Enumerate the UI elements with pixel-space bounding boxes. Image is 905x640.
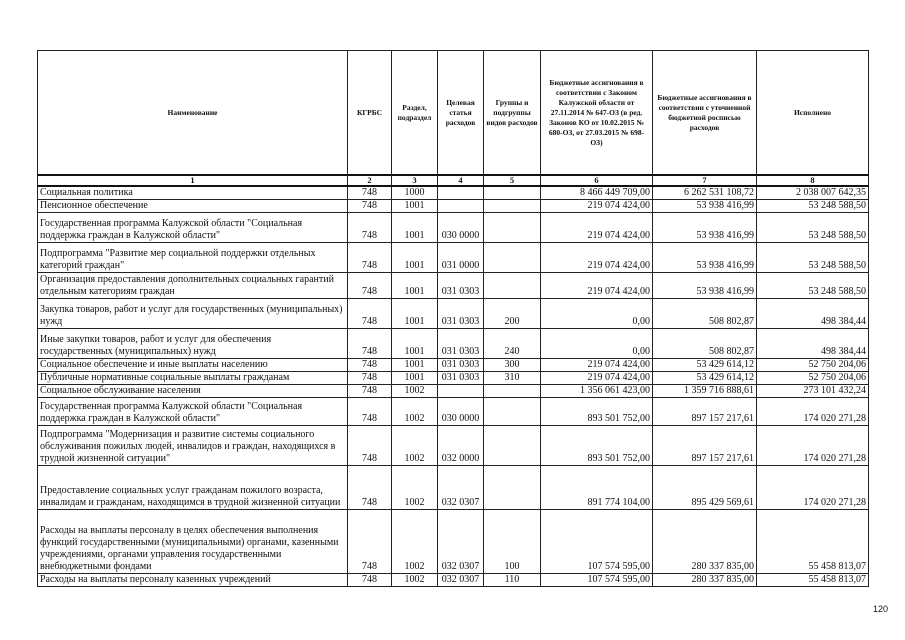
- table-row: [38, 329, 869, 359]
- cell-kgrbs: 748: [348, 359, 392, 372]
- cell-law-amount: 219 074 424,00: [541, 213, 653, 243]
- cell-name: Пенсионное обеспечение: [38, 200, 348, 213]
- cell-section: 1002: [392, 466, 438, 510]
- cell-section: 1002: [392, 398, 438, 426]
- cell-name: Расходы на выплаты персоналу казенных учреждений: [38, 574, 348, 587]
- cell-section: 1001: [392, 372, 438, 385]
- table-row: [38, 186, 869, 200]
- cell-target: 032 0307: [438, 466, 484, 510]
- cell-executed-amount: 53 248 588,50: [757, 243, 869, 273]
- cell-target: [438, 200, 484, 213]
- cell-kgrbs: 748: [348, 426, 392, 466]
- cell-refined-amount: 53 938 416,99: [653, 243, 757, 273]
- cell-executed-amount: 55 458 813,07: [757, 510, 869, 574]
- cell-executed-amount: 174 020 271,28: [757, 398, 869, 426]
- cell-section: 1002: [392, 574, 438, 587]
- column-number: 2: [348, 175, 392, 186]
- cell-law-amount: 893 501 752,00: [541, 426, 653, 466]
- cell-law-amount: 893 501 752,00: [541, 398, 653, 426]
- column-number-row: [38, 175, 869, 186]
- cell-section: 1002: [392, 385, 438, 398]
- cell-section: 1002: [392, 510, 438, 574]
- cell-target: 031 0303: [438, 372, 484, 385]
- col-header-law: Бюджетные ассигнования в соответствии с Законом Калужской области от 27.11.2014 № 647-ОЗ (в ред. Законов КО от 10.02.2015 № 680-ОЗ, от 27.03.2015 № 698-ОЗ): [541, 51, 653, 176]
- table-row: [38, 243, 869, 273]
- cell-refined-amount: 1 359 716 888,61: [653, 385, 757, 398]
- cell-section: 1001: [392, 273, 438, 299]
- table-row: [38, 200, 869, 213]
- column-number: 7: [653, 175, 757, 186]
- cell-name: Публичные нормативные социальные выплаты гражданам: [38, 372, 348, 385]
- cell-law-amount: 0,00: [541, 299, 653, 329]
- cell-kgrbs: 748: [348, 186, 392, 200]
- cell-kgrbs: 748: [348, 510, 392, 574]
- cell-law-amount: 1 356 061 423,00: [541, 385, 653, 398]
- cell-section: 1001: [392, 359, 438, 372]
- cell-group: 300: [484, 359, 541, 372]
- cell-target: 031 0303: [438, 299, 484, 329]
- cell-section: 1000: [392, 186, 438, 200]
- cell-executed-amount: 55 458 813,07: [757, 574, 869, 587]
- table-row: [38, 426, 869, 466]
- budget-table: [37, 50, 869, 587]
- cell-group: 310: [484, 372, 541, 385]
- cell-group: [484, 186, 541, 200]
- cell-section: 1002: [392, 426, 438, 466]
- cell-refined-amount: 53 429 614,12: [653, 372, 757, 385]
- cell-executed-amount: 52 750 204,06: [757, 372, 869, 385]
- cell-refined-amount: 508 802,87: [653, 329, 757, 359]
- cell-law-amount: 219 074 424,00: [541, 359, 653, 372]
- cell-target: 031 0303: [438, 273, 484, 299]
- cell-law-amount: 8 466 449 709,00: [541, 186, 653, 200]
- cell-group: [484, 466, 541, 510]
- cell-law-amount: 219 074 424,00: [541, 273, 653, 299]
- col-header-executed: Исполнено: [757, 51, 869, 176]
- cell-kgrbs: 748: [348, 372, 392, 385]
- cell-law-amount: 0,00: [541, 329, 653, 359]
- cell-group: [484, 243, 541, 273]
- cell-executed-amount: 53 248 588,50: [757, 213, 869, 243]
- cell-law-amount: 107 574 595,00: [541, 574, 653, 587]
- cell-target: 032 0000: [438, 426, 484, 466]
- cell-group: [484, 213, 541, 243]
- cell-executed-amount: 53 248 588,50: [757, 200, 869, 213]
- cell-kgrbs: 748: [348, 243, 392, 273]
- cell-kgrbs: 748: [348, 200, 392, 213]
- cell-name: Закупка товаров, работ и услуг для государственных (муниципальных) нужд: [38, 299, 348, 329]
- cell-target: 032 0307: [438, 510, 484, 574]
- cell-name: Расходы на выплаты персоналу в целях обеспечения выполнения функций государственными (муниципальными) органами, казенными учреждениями, органами управления государственными внебюджетными фондами: [38, 510, 348, 574]
- cell-name: Социальное обеспечение и иные выплаты населению: [38, 359, 348, 372]
- cell-executed-amount: 498 384,44: [757, 329, 869, 359]
- header-row: [38, 51, 869, 176]
- cell-law-amount: 891 774 104,00: [541, 466, 653, 510]
- cell-name: Государственная программа Калужской области "Социальная поддержка граждан в Калужской области": [38, 213, 348, 243]
- cell-name: Предоставление социальных услуг гражданам пожилого возраста, инвалидам и гражданам, находящимся в трудной жизненной ситуации: [38, 466, 348, 510]
- cell-refined-amount: 53 429 614,12: [653, 359, 757, 372]
- table-row: [38, 510, 869, 574]
- column-number: 4: [438, 175, 484, 186]
- column-number: 6: [541, 175, 653, 186]
- table-row: [38, 359, 869, 372]
- cell-executed-amount: 174 020 271,28: [757, 466, 869, 510]
- cell-target: 030 0000: [438, 398, 484, 426]
- cell-executed-amount: 2 038 007 642,35: [757, 186, 869, 200]
- col-header-groups: Группы и подгруппы видов расходов: [484, 51, 541, 176]
- cell-group: 200: [484, 299, 541, 329]
- column-number: 8: [757, 175, 869, 186]
- cell-executed-amount: 498 384,44: [757, 299, 869, 329]
- cell-law-amount: 219 074 424,00: [541, 200, 653, 213]
- column-number: 5: [484, 175, 541, 186]
- table-row: [38, 398, 869, 426]
- cell-target: 031 0303: [438, 359, 484, 372]
- table-row: [38, 273, 869, 299]
- table-body: [38, 186, 869, 587]
- cell-group: 240: [484, 329, 541, 359]
- cell-group: [484, 426, 541, 466]
- cell-refined-amount: 280 337 835,00: [653, 510, 757, 574]
- cell-refined-amount: 53 938 416,99: [653, 213, 757, 243]
- cell-target: 031 0303: [438, 329, 484, 359]
- cell-group: [484, 385, 541, 398]
- column-number: 3: [392, 175, 438, 186]
- col-header-name: Наименование: [38, 51, 348, 176]
- cell-name: Социальная политика: [38, 186, 348, 200]
- col-header-target: Целевая статья расходов: [438, 51, 484, 176]
- cell-group: [484, 273, 541, 299]
- cell-name: Организация предоставления дополнительных социальных гарантий отдельным категориям граждан: [38, 273, 348, 299]
- cell-name: Подпрограмма "Развитие мер социальной поддержки отдельных категорий граждан": [38, 243, 348, 273]
- cell-executed-amount: 174 020 271,28: [757, 426, 869, 466]
- cell-refined-amount: 53 938 416,99: [653, 200, 757, 213]
- page-number: 120: [873, 604, 889, 614]
- cell-kgrbs: 748: [348, 329, 392, 359]
- cell-kgrbs: 748: [348, 273, 392, 299]
- cell-section: 1001: [392, 213, 438, 243]
- table-row: [38, 574, 869, 587]
- cell-group: [484, 398, 541, 426]
- table-row: [38, 372, 869, 385]
- cell-executed-amount: 273 101 432,24: [757, 385, 869, 398]
- cell-kgrbs: 748: [348, 385, 392, 398]
- col-header-section: Раздел, подраздел: [392, 51, 438, 176]
- cell-kgrbs: 748: [348, 213, 392, 243]
- cell-target: [438, 186, 484, 200]
- cell-section: 1001: [392, 299, 438, 329]
- cell-target: 030 0000: [438, 213, 484, 243]
- cell-group: 110: [484, 574, 541, 587]
- cell-law-amount: 107 574 595,00: [541, 510, 653, 574]
- cell-refined-amount: 53 938 416,99: [653, 273, 757, 299]
- cell-target: 031 0000: [438, 243, 484, 273]
- table-row: [38, 385, 869, 398]
- cell-refined-amount: 508 802,87: [653, 299, 757, 329]
- cell-section: 1001: [392, 200, 438, 213]
- col-header-kgrbs: КГРБС: [348, 51, 392, 176]
- cell-executed-amount: 53 248 588,50: [757, 273, 869, 299]
- cell-target: [438, 385, 484, 398]
- table-row: [38, 213, 869, 243]
- cell-refined-amount: 897 157 217,61: [653, 426, 757, 466]
- column-number: 1: [38, 175, 348, 186]
- table-row: [38, 466, 869, 510]
- cell-name: Социальное обслуживание населения: [38, 385, 348, 398]
- cell-refined-amount: 895 429 569,61: [653, 466, 757, 510]
- cell-kgrbs: 748: [348, 299, 392, 329]
- cell-group: 100: [484, 510, 541, 574]
- cell-kgrbs: 748: [348, 574, 392, 587]
- cell-name: Подпрограмма "Модернизация и развитие системы социального обслуживания пожилых людей, инвалидов и граждан, находящихся в трудной жизненной ситуации": [38, 426, 348, 466]
- col-header-refined: Бюджетные ассигнования в соответствии с уточненной бюджетной росписью расходов: [653, 51, 757, 176]
- table-row: [38, 299, 869, 329]
- cell-law-amount: 219 074 424,00: [541, 243, 653, 273]
- cell-section: 1001: [392, 329, 438, 359]
- cell-target: 032 0307: [438, 574, 484, 587]
- cell-name: Государственная программа Калужской области "Социальная поддержка граждан в Калужской области": [38, 398, 348, 426]
- cell-refined-amount: 897 157 217,61: [653, 398, 757, 426]
- cell-refined-amount: 280 337 835,00: [653, 574, 757, 587]
- cell-refined-amount: 6 262 531 108,72: [653, 186, 757, 200]
- cell-executed-amount: 52 750 204,06: [757, 359, 869, 372]
- cell-section: 1001: [392, 243, 438, 273]
- cell-kgrbs: 748: [348, 398, 392, 426]
- cell-group: [484, 200, 541, 213]
- cell-name: Иные закупки товаров, работ и услуг для обеспечения государственных (муниципальных) нужд: [38, 329, 348, 359]
- cell-kgrbs: 748: [348, 466, 392, 510]
- cell-law-amount: 219 074 424,00: [541, 372, 653, 385]
